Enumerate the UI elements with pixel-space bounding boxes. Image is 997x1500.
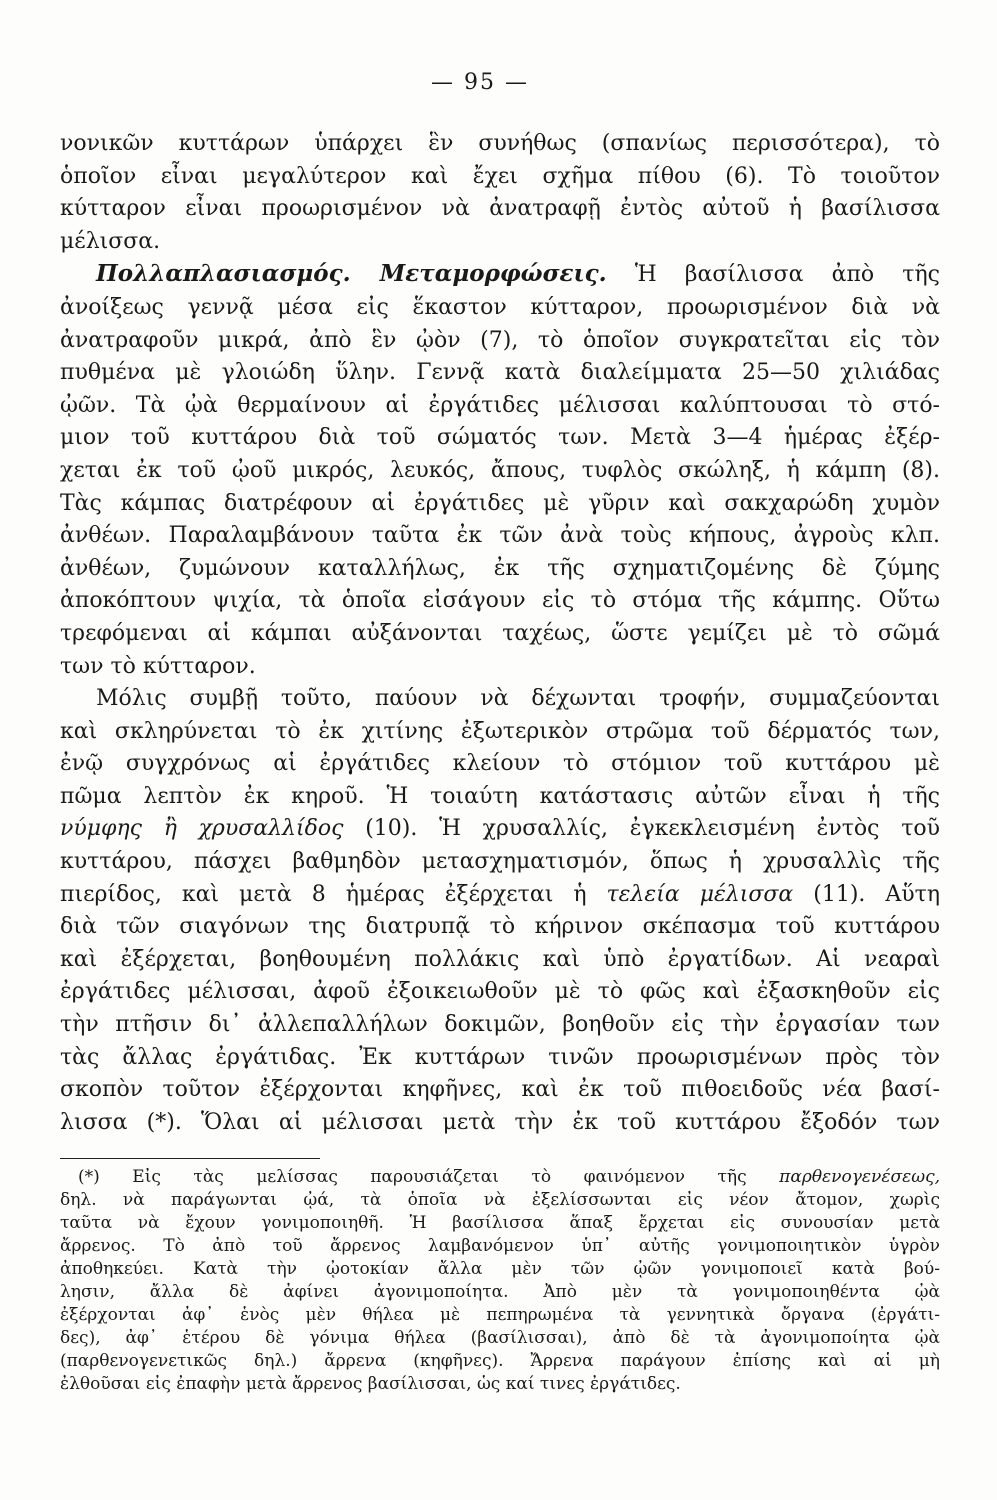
text-line: ἀνατραφοῦν μικρά, ἀπὸ ἓν ᾠὸν (7), τὸ ὁποῖον συγκρατεῖται εἰς τὸν: [60, 327, 940, 353]
text-line: πυθμένα μὲ γλοιώδη ὕλην. Γεννᾷ κατὰ διαλείμματα 25—50 χιλιάδας: [60, 360, 940, 386]
section-heading-line: [60, 258, 940, 292]
italic-term-nymph: νύμφης ἢ χρυσαλλίδος: [60, 816, 344, 842]
text-line: σκοπὸν τοῦτον ἐξέρχονται κηφῆνες, καὶ ἐκ τοῦ πιθοειδοῦς νέα βασί-: [60, 1077, 940, 1103]
footnote-line: ἐξέρχονται ἀφ᾽ ἑνὸς μὲν θήλεα μὲ πεπηρωμένα τὰ γεννητικὰ ὄργανα (ἐργάτι-: [60, 1305, 940, 1325]
text-line: νονικῶν κυττάρων ὑπάρχει ἓν συνήθως (σπανίως περισσότερα), τὸ: [60, 131, 940, 156]
text-line: καὶ ἐξέρχεται, βοηθουμένη πολλάκις καὶ ὑπὸ ἐργατίδων. Αἱ νεαραὶ: [60, 946, 940, 972]
text-line: ἀποκόπτουν ψιχία, τὰ ὁποῖα εἰσάγουν εἰς τὸ στόμα τῆς κάμπης. Οὕτω: [60, 588, 940, 614]
text-line: των τὸ κύτταρον.: [60, 653, 256, 679]
text-line: ἀνθέων, ζυμώνουν καταλλήλως, ἐκ τῆς σχηματιζομένης δὲ ζύμης: [60, 555, 940, 581]
footnote-line: [60, 1166, 940, 1189]
text-line: κυττάρου, πάσχει βαθμηδὸν μετασχηματισμόν, ὅπως ἡ χρυσαλλὶς τῆς: [60, 849, 940, 875]
text-line: ἀνοίξεως γεννᾷ μέσα εἰς ἕκαστον κύτταρον, προωρισμένον διὰ νὰ: [60, 294, 940, 320]
main-text: [60, 128, 940, 1139]
footnote-line: ταῦτα νὰ ἔχουν γονιμοποιηθῆ. Ἡ βασίλισσα ἅπαξ ἔρχεται εἰς συνουσίαν μετὰ: [60, 1213, 940, 1233]
footnote: [60, 1166, 940, 1396]
footnote-divider: [60, 1158, 320, 1159]
text-line: μέλισσα.: [60, 228, 161, 254]
footnote-line: ἀποθηκεύει. Κατὰ τὴν ᾠοτοκίαν ἄλλα μὲν τῶν ᾠῶν γονιμοποιεῖ κατὰ βού-: [60, 1259, 940, 1279]
footnote-line: δες), ἀφ᾽ ἑτέρου δὲ γόνιμα θήλεα (βασίλισσαι), ἀπὸ δὲ τὰ ἀγονιμοποίητα ᾠὰ: [60, 1328, 940, 1348]
italic-term-parthenogenesis: παρθενογενέσεως,: [779, 1167, 940, 1187]
text-line: ὁποῖον εἶναι μεγαλύτερον καὶ ἔχει σχῆμα πίθου (6). Τὸ τοιοῦτον: [60, 163, 940, 189]
text-line: κύτταρον εἶναι προωρισμένον νὰ ἀνατραφῇ ἐντὸς αὐτοῦ ἡ βασίλισσα: [60, 196, 940, 222]
text-line: τὰς ἄλλας ἐργάτιδας. Ἐκ κυττάρων τινῶν προωρισμένων πρὸς τὸν: [60, 1044, 940, 1070]
text-line: καὶ σκληρύνεται τὸ ἐκ χιτίνης ἐξωτερικὸν στρῶμα τοῦ δέρματός των,: [60, 718, 940, 744]
footnote-line: ἐλθοῦσαι εἰς ἐπαφὴν μετὰ ἄρρενος βασίλισσαι, ὡς καί τινες ἐργάτιδες.: [60, 1374, 681, 1394]
text-line: ᾠῶν. Τὰ ᾠὰ θερμαίνουν αἱ ἐργάτιδες μέλισσαι καλύπτουσαι τὸ στό-: [60, 392, 940, 418]
text-run: πιερίδος, καὶ μετὰ 8 ἡμέρας ἐξέρχεται ἡ: [60, 881, 587, 907]
footnote-line: δηλ. νὰ παράγωνται ᾠά, τὰ ὁποῖα νὰ ἐξελίσσωνται εἰς νέον ἄτομον, χωρὶς: [60, 1190, 940, 1210]
text-line: διὰ τῶν σιαγόνων της διατρυπᾷ τὸ κήρινον σκέπασμα τοῦ κυττάρου: [60, 914, 940, 940]
text-line: τὴν πτῆσιν δι᾽ ἀλλεπαλλήλων δοκιμῶν, βοηθοῦν εἰς τὴν ἐργασίαν των: [60, 1012, 940, 1038]
text-run: (11). Αὕτη: [813, 881, 940, 907]
text-line: λισσα (*). Ὅλαι αἱ μέλισσαι μετὰ τὴν ἐκ τοῦ κυττάρου ἔξοδόν των: [60, 1109, 940, 1135]
text-line: [60, 879, 940, 912]
italic-term-perfect-bee: τελεία μέλισσα: [606, 881, 794, 907]
footnote-line: ἄρρενος. Τὸ ἀπὸ τοῦ ἄρρενος λαμβανόμενον ὑπ᾽ αὐτῆς γονιμοποιητικὸν ὑγρὸν: [60, 1236, 940, 1256]
text-line: ἐργάτιδες μέλισσαι, ἀφοῦ ἐξοικειωθοῦν μὲ τὸ φῶς καὶ ἐξασκηθοῦν εἰς: [60, 979, 940, 1005]
text-line: [60, 813, 940, 846]
page-number: — 95 —: [431, 70, 529, 95]
text-line: πῶμα λεπτὸν ἐκ κηροῦ. Ἡ τοιαύτη κατάστασις αὐτῶν εἶναι ἡ τῆς: [60, 783, 940, 809]
text-line: Τὰς κάμπας διατρέφουν αἱ ἐργάτιδες μὲ γῦριν καὶ σακχαρώδη χυμὸν: [60, 490, 940, 516]
section-heading: Πολλαπλασιασμός. Μεταμορφώσεις.: [96, 260, 607, 288]
text-line: τρεφόμεναι αἱ κάμπαι αὐξάνονται ταχέως, ὥστε γεμίζει μὲ τὸ σῶμά: [60, 620, 940, 646]
footnote-run: (*) Εἰς τὰς μελίσσας παρουσιάζεται τὸ φαινόμενον τῆς: [78, 1167, 747, 1187]
text-line: χεται ἐκ τοῦ ᾠοῦ μικρός, λευκός, ἄπους, τυφλὸς σκώληξ, ἡ κάμπη (8).: [60, 457, 940, 483]
footnote-line: (παρθενογενετικῶς δηλ.) ἄρρενα (κηφῆνες). Ἄρρενα παράγουν ἐπίσης καὶ αἱ μὴ: [60, 1351, 940, 1371]
text-line: ἐνῷ συγχρόνως αἱ ἐργάτιδες κλείουν τὸ στόμιον τοῦ κυττάρου μὲ: [60, 751, 940, 777]
text-run: (10). Ἡ χρυσαλλίς, ἐγκεκλεισμένη ἐντὸς τοῦ: [365, 816, 940, 842]
footnote-line: λησιν, ἄλλα δὲ ἀφίνει ἀγονιμοποίητα. Ἀπὸ μὲν τὰ γονιμοποιηθέντα ᾠὰ: [60, 1282, 940, 1302]
text-line: ἀνθέων. Παραλαμβάνουν ταῦτα ἐκ τῶν ἀνὰ τοὺς κήπους, ἀγροὺς κλπ.: [60, 523, 940, 549]
text-run: Ἡ βασίλισσα ἀπὸ τῆς: [634, 262, 940, 288]
text-line: μιον τοῦ κυττάρου διὰ τοῦ σώματός των. Μετὰ 3—4 ἡμέρας ἐξέρ-: [60, 425, 940, 451]
text-line: Μόλις συμβῇ τοῦτο, παύουν νὰ δέχωνται τροφήν, συμμαζεύονται: [96, 686, 940, 712]
